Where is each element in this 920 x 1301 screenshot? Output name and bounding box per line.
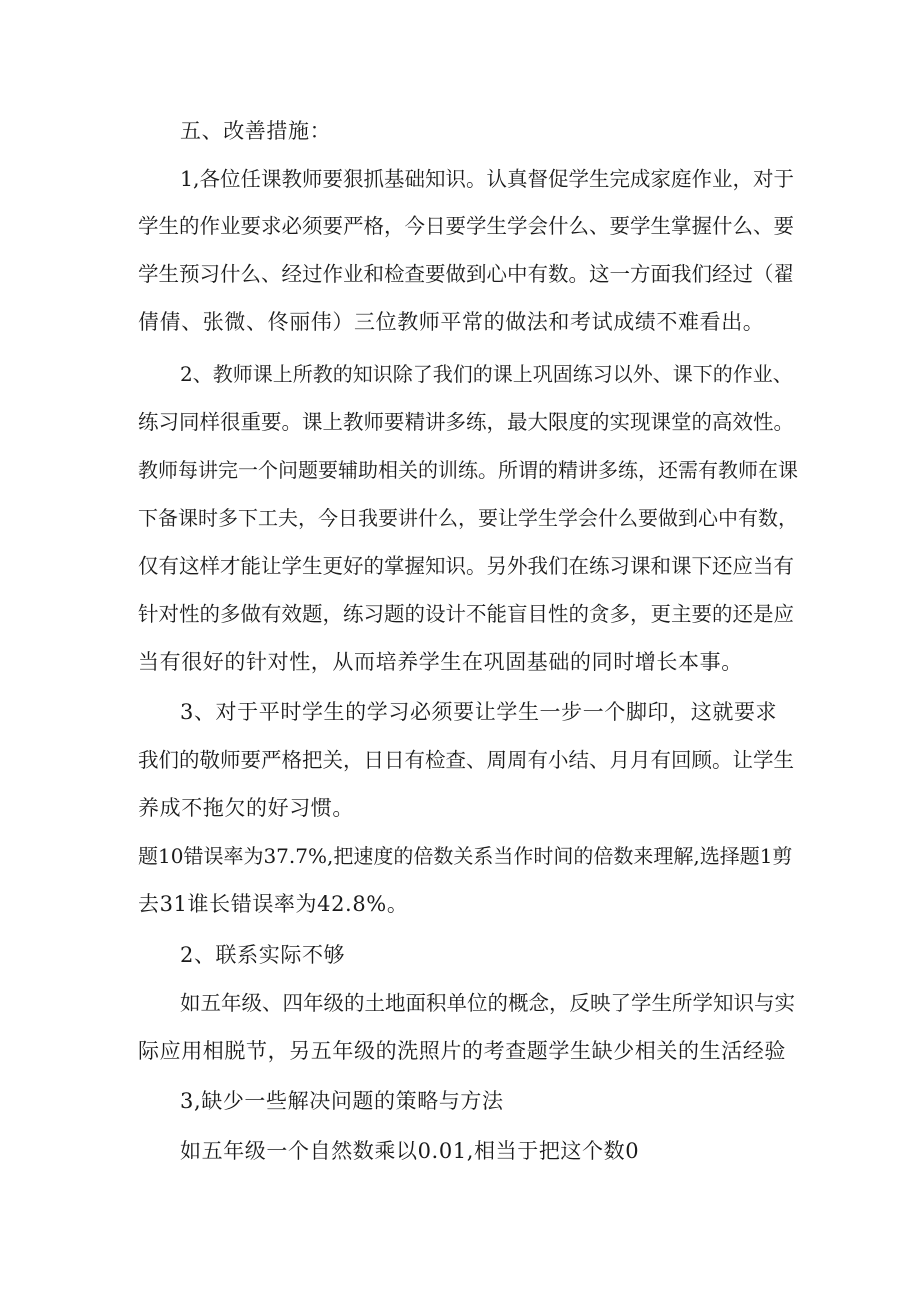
paragraph-line: 仅有这样才能让学生更好的掌握知识。另外我们在练习课和课下还应当有 — [138, 554, 794, 578]
paragraph-line: 倩倩、张微、佟丽伟）三位教师平常的做法和考试成绩不难看出。 — [138, 310, 765, 334]
paragraph-line: 去31谁长错误率为42.8%。 — [138, 892, 409, 916]
paragraph-line: 当有很好的针对性，从而培养学生在巩固基础的同时增长本事。 — [138, 650, 743, 674]
paragraph-line: 我们的敬师要严格把关，日日有检查、周周有小结、月月有回顾。让学生 — [138, 748, 794, 772]
paragraph-line: 练习同样很重要。课上教师要精讲多练，最大限度的实现课堂的高效性。 — [138, 410, 794, 434]
paragraph-line: 学生预习什么、经过作业和检查要做到心中有数。这一方面我们经过（翟 — [138, 262, 794, 286]
paragraph-line: 教师每讲完一个问题要辅助相关的训练。所谓的精讲多练，还需有教师在课 — [138, 458, 798, 482]
paragraph-line: 2、教师课上所教的知识除了我们的课上巩固练习以外、课下的作业、 — [180, 362, 793, 386]
paragraph-line: 下备课时多下工夫，今日我要讲什么，要让学生学会什么要做到心中有数， — [138, 506, 798, 530]
paragraph-line: 3、对于平时学生的学习必须要让学生一步一个脚印，这就要求 — [180, 700, 778, 724]
paragraph-line: 题10错误率为37.7%,把速度的倍数关系当作时间的倍数来理解,选择题1剪 — [138, 844, 793, 868]
paragraph-line: 如五年级、四年级的土地面积单位的概念，反映了学生所学知识与实 — [180, 991, 795, 1015]
paragraph-line: 如五年级一个自然数乘以0.01,相当于把这个数0 — [180, 1139, 640, 1163]
section-heading: 五、改善措施： — [180, 119, 332, 143]
paragraph-line: 针对性的多做有效题，练习题的设计不能盲目性的贪多，更主要的还是应 — [138, 602, 794, 626]
paragraph-line: 际应用相脱节，另五年级的洗照片的考查题学生缺少相关的生活经验 — [138, 1039, 786, 1063]
paragraph-line: 学生的作业要求必须要严格，今日要学生学会什么、要学生掌握什么、要 — [138, 214, 794, 238]
subsection-heading: 3,缺少一些解决问题的策略与方法 — [180, 1089, 504, 1113]
subsection-heading: 2、联系实际不够 — [180, 943, 346, 967]
paragraph-line: 养成不拖欠的好习惯。 — [138, 796, 354, 820]
paragraph-line: 1,各位任课教师要狠抓基础知识。认真督促学生完成家庭作业，对于 — [180, 167, 795, 191]
